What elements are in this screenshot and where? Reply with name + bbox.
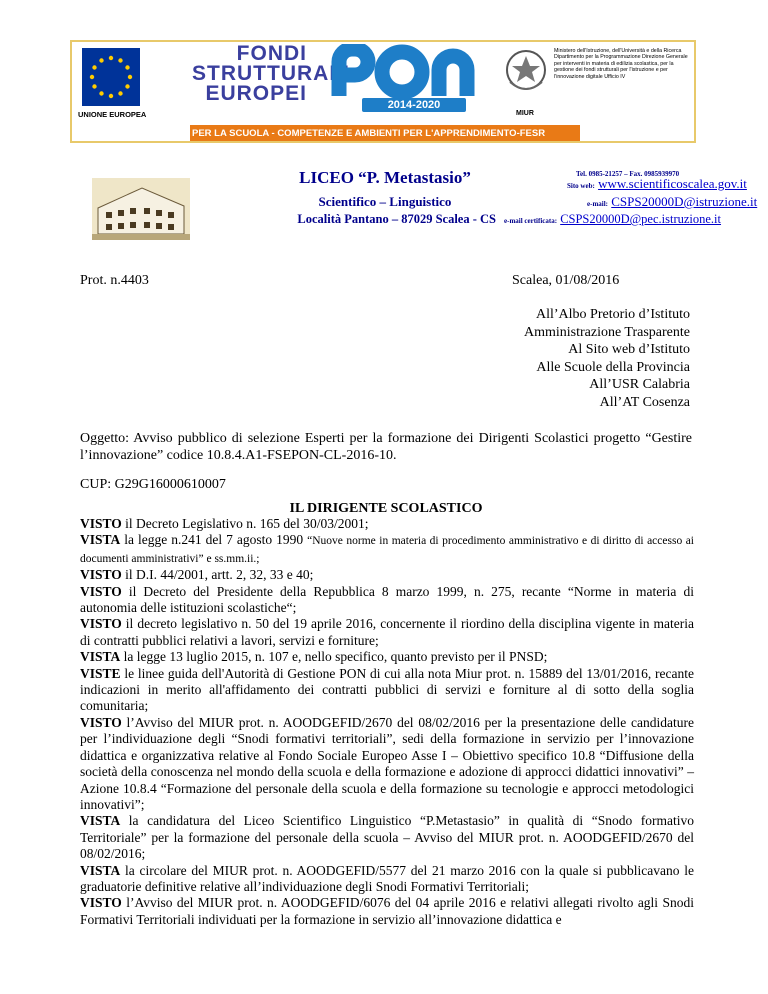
recipient: Alle Scuole della Provincia [536, 359, 690, 375]
recipient: All’AT Cosenza [599, 394, 690, 410]
paragraph [80, 813, 694, 862]
paragraph-text: la legge n.241 del 7 agosto 1990 [120, 532, 308, 548]
protocol-number: Prot. n.4403 [80, 273, 149, 288]
paragraph-small-text: “Nuove norme in materia di procedimento amministrativo e di diritto di accesso ai documenti amministrativi” e ss.mm.ii.; [80, 535, 694, 565]
paragraph-text: la candidatura del Liceo Scientifico Linguistico “P.Metastasio” in qualità di “Snodo formativo Territoriale” per la formazione del personale della scuola – Avviso del MIUR prot. n. AOODGEFID/2670 del 08/02/2016; [80, 813, 694, 862]
school-subtitle: Scientifico – Linguistico [318, 194, 452, 209]
paragraph [80, 666, 694, 715]
paragraph-lead: VISTE [80, 665, 121, 681]
recipient: All’USR Calabria [589, 377, 690, 392]
pon-banner [70, 40, 696, 143]
website-row [567, 176, 747, 192]
paragraph-text: il decreto legislativo n. 50 del 19 aprile 2016, concernente il riordino della disciplina vigente in materia di contratti pubblici relativi a lavori, servizi e forniture; [80, 616, 694, 648]
paragraph-text: l’Avviso del MIUR prot. n. AOODGEFID/2670 del 08/02/2016 per la presentazione delle candidature per l’individuazione degli “Snodi formativi territoriali”, sedi della formazione in servizio per l’innovazione didattica e organizzativa relative al Fondo Sociale Europeo Asse I – Obiettivo specifico 10.8 “Diffusione della società della conoscenza nel mondo della scuola e della formazione e adozione di approcci didattici innovativi” – Azione 10.8.4 “Formazione del personale della scuola e della formazione su tecnologie e approcci metodologici innovativi”; [80, 714, 694, 812]
miur-department-text: Ministero dell'Istruzione, dell'Università e della Ricerca Dipartimento per la Programmazione Direzione Generale per interventi in materia di edilizia scolastica, per la gestione dei fondi strutturali per l'istruzione e per l'innovazione digitale Ufficio IV [554, 48, 688, 80]
miur-label: MIUR [516, 110, 534, 117]
paragraph [80, 863, 694, 896]
recipient: Amministrazione Trasparente [523, 324, 690, 340]
paragraph-lead: VISTO [80, 583, 122, 599]
cup-code: CUP: G29G16000610007 [80, 477, 226, 492]
paragraph-text: il Decreto Legislativo n. 165 del 30/03/2001; [121, 516, 369, 531]
paragraph-lead: VISTO [80, 895, 122, 911]
paragraph [80, 584, 694, 617]
paragraph-text: le linee guida dell'Autorità di Gestione PON di cui alla nota Miur prot. n. 15889 del 13/01/2016, recante indicazioni in merito all'affidamento dei contratti pubblici di servizi e forniture al di sotto della soglia comunitaria; [80, 665, 694, 714]
paragraph [80, 532, 694, 567]
paragraph-lead: VISTO [80, 516, 122, 531]
pec-label: e-mail certificata: [504, 217, 558, 225]
paragraph-text: il Decreto del Presidente della Repubblica 8 marzo 1999, n. 275, recante “Norme in materia di autonomia delle istituzioni scolastiche“; [80, 583, 694, 616]
eu-label: UNIONE EUROPEA [78, 110, 147, 119]
paragraph-lead: VISTA [80, 532, 121, 548]
fondi-line: STRUTTURALI [192, 62, 350, 85]
fondi-line: FONDI [236, 42, 307, 65]
paragraph [80, 516, 694, 532]
paragraph-lead: VISTO [80, 567, 122, 583]
school-building-icon [92, 178, 190, 240]
paragraph [80, 649, 694, 665]
document-body [80, 516, 694, 928]
paragraph-lead: VISTO [80, 616, 122, 632]
paragraph [80, 715, 694, 813]
recipient: All’Albo Pretorio d’Istituto [536, 307, 690, 322]
paragraph-text: la circolare del MIUR prot. n. AOODGEFID/5577 del 21 marzo 2016 con la quale si pubblicavano le graduatorie definitive relative all’individuazione degli Snodi Formativi Territoriali; [80, 862, 694, 894]
paragraph-lead: VISTA [80, 813, 121, 829]
paragraph-text: il D.I. 44/2001, artt. 2, 32, 33 e 40; [121, 567, 314, 583]
section-heading: IL DIRIGENTE SCOLASTICO [289, 501, 483, 516]
recipients-list [524, 306, 690, 411]
paragraph-lead: VISTO [80, 714, 122, 730]
paragraph-text: l’Avviso del MIUR prot. n. AOODGEFID/6076 del 04 aprile 2016 e relativi allegati rivolto agli Snodi Formativi Territoriali individuati per la formazione in servizio all’innovazione didattica e [80, 895, 694, 927]
paragraph-lead: VISTA [80, 649, 121, 665]
pon-years: 2014-2020 [362, 98, 466, 112]
email-row [587, 194, 757, 210]
pec-row [504, 212, 721, 227]
email-label: e-mail: [587, 200, 608, 208]
paragraph-text: la legge 13 luglio 2015, n. 107 e, nello specifico, quanto previsto per il PNSD; [120, 649, 548, 665]
email-link[interactable]: CSPS20000D@istruzione.it [611, 194, 758, 209]
paragraph [80, 616, 694, 649]
banner-tagline: PER LA SCUOLA - COMPETENZE E AMBIENTI PER L'APPRENDIMENTO-FESR [192, 128, 546, 139]
paragraph-lead: VISTA [80, 862, 121, 878]
subject-line: Oggetto: Avviso pubblico di selezione Esperti per la formazione dei Dirigenti Scolastici progetto “Gestire l’innovazione” codice 10.8.4.A1-FSEPON-CL-2016-10. [80, 431, 692, 463]
website-link[interactable]: www.scientificoscalea.gov.it [598, 176, 747, 191]
recipient: Al Sito web d’Istituto [568, 342, 690, 357]
fondi-line: EUROPEI [205, 82, 307, 105]
document-date: Scalea, 01/08/2016 [512, 273, 620, 288]
school-address: Località Pantano – 87029 Scalea - CS [297, 212, 496, 226]
school-phone: Tel. 0985-21257 – Fax. 0985939970 [576, 170, 680, 178]
website-label: Sito web: [567, 182, 595, 190]
paragraph [80, 895, 694, 928]
eu-flag-icon [82, 48, 140, 106]
paragraph [80, 567, 694, 583]
school-name: LICEO “P. Metastasio” [299, 168, 471, 187]
fondi-strutturali-logo [192, 42, 350, 105]
italian-republic-emblem-icon [504, 48, 548, 96]
pec-link[interactable]: CSPS20000D@pec.istruzione.it [560, 212, 722, 226]
